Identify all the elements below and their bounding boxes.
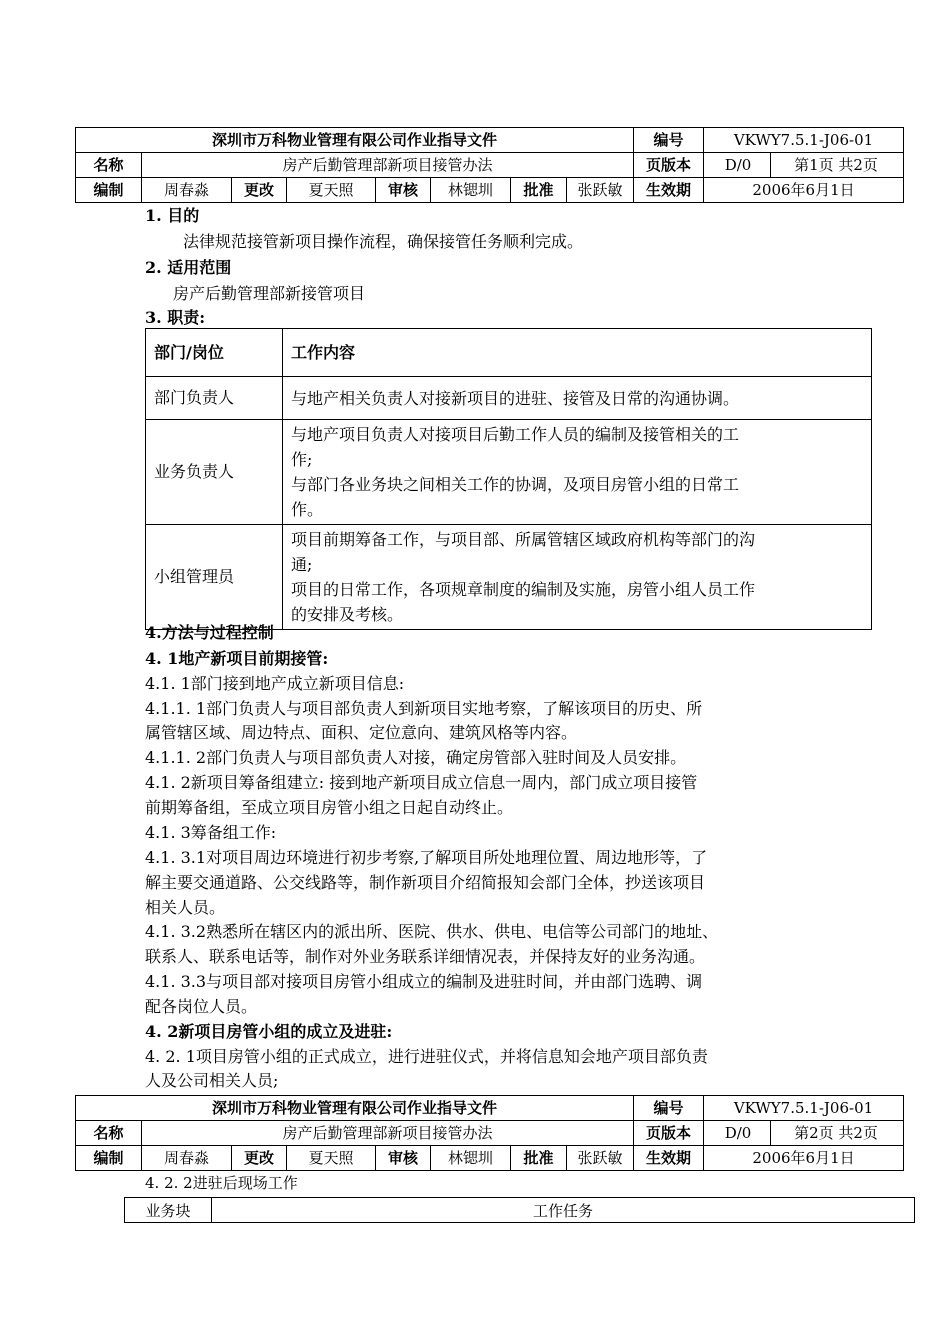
body-line: 4.1. 2新项目筹备组建立: 接到地产新项目成立信息一周内，部门成立项目接管 [145,773,698,792]
body-line: 4.1.1. 2部门负责人与项目部负责人对接，确定房管部入驻时间及人员安排。 [145,748,687,767]
version-label: 页版本 [634,153,704,178]
duty-line: 通; [291,555,313,574]
duty-row [146,420,872,525]
version-page-value [704,1121,904,1146]
code-value: VKWY7.5.1-J06-01 [704,1096,904,1121]
duty-line: 作; [291,450,313,469]
body-line: 4.1. 3.1对项目周边环境进行初步考察,了解项目所处地理位置、周边地形等，了 [145,848,708,867]
effective-label: 生效期 [634,1146,704,1171]
code-label: 编号 [634,128,704,153]
version-value: D/0 [724,155,752,174]
approver-value: 张跃敏 [567,1146,634,1171]
author-label: 编制 [76,1146,142,1171]
duty-role: 小组管理员 [146,525,283,630]
author-value: 周春淼 [142,1146,232,1171]
approver-value: 张跃敏 [567,178,634,203]
code-label: 编号 [634,1096,704,1121]
doc-header-page2 [75,1095,904,1171]
duty-header-role: 部门/岗位 [146,329,283,377]
duty-row [146,525,872,630]
body-line: 属管辖区域、周边特点、面积、定位意向、建筑风格等内容。 [145,723,578,742]
approve-label: 批准 [511,1146,567,1171]
review-label: 审核 [376,178,431,203]
section-2-title: 2. 适用范围 [145,258,232,277]
section-2-text: 房产后勤管理部新接管项目 [173,284,366,303]
changer-value: 夏天照 [287,178,376,203]
name-label: 名称 [76,1121,142,1146]
changer-value: 夏天照 [287,1146,376,1171]
body-line: 4.1. 3.3与项目部对接项目房管小组成立的编制及进驻时间，并由部门选聘、调 [145,972,703,991]
body-line: 人及公司相关人员; [145,1071,279,1090]
version-page-value [704,153,904,178]
approve-label: 批准 [511,178,567,203]
reviewer-value: 林锶圳 [431,1146,511,1171]
name-label: 名称 [76,153,142,178]
duty-role: 业务负责人 [146,420,283,525]
duty-table [145,328,872,630]
body-line: 4.1.1. 1部门负责人与项目部负责人到新项目实地考察，了解该项目的历史、所 [145,699,703,718]
doc-name: 房产后勤管理部新项目接管办法 [142,153,634,178]
duty-line: 与地产项目负责人对接项目后勤工作人员的编制及接管相关的工 [291,425,740,444]
duty-role: 部门负责人 [146,377,283,420]
version-label: 页版本 [634,1121,704,1146]
body-line: 前期筹备组，至成立项目房管小组之日起自动终止。 [145,798,514,817]
body-line: 解主要交通道路、公交线路等，制作新项目介绍简报知会部门全体，抄送该项目 [145,873,706,892]
duty-header-content: 工作内容 [283,329,872,377]
code-value: VKWY7.5.1-J06-01 [704,128,904,153]
section-4-2-title: 4. 2新项目房管小组的成立及进驻: [145,1022,393,1041]
body-line: 4.1. 3筹备组工作: [145,823,277,842]
duty-line: 项目的日常工作，各项规章制度的编制及实施，房管小组人员工作 [291,580,756,599]
change-label: 更改 [232,1146,287,1171]
duty-row [146,377,872,420]
body-line: 配各岗位人员。 [145,997,258,1016]
section-4-title: 4.方法与过程控制 [145,623,274,642]
body-line: 4.1. 3.2熟悉所在辖区内的派出所、医院、供水、供电、电信等公司部门的地址、 [145,922,719,941]
doc-name: 房产后勤管理部新项目接管办法 [142,1121,634,1146]
duty-line: 作。 [291,500,324,519]
task-header-block: 业务块 [125,1198,212,1223]
reviewer-value: 林锶圳 [431,178,511,203]
section-3-title: 3. 职责: [145,308,206,327]
duty-line: 项目前期筹备工作，与项目部、所属管辖区域政府机构等部门的沟 [291,530,756,549]
effective-date: 2006年6月1日 [704,1146,904,1171]
doc-header-page1 [75,127,904,203]
change-label: 更改 [232,178,287,203]
body-line: 4.1. 1部门接到地产成立新项目信息: [145,674,405,693]
page-number: 第1页 共2页 [794,155,878,174]
duty-line: 与地产相关负责人对接新项目的进驻、接管及日常的沟通协调。 [291,388,740,408]
effective-label: 生效期 [634,178,704,203]
body-line: 4. 2. 1项目房管小组的正式成立，进行进驻仪式，并将信息知会地产项目部负责 [145,1047,708,1066]
body-line: 联系人、联系电话等，制作对外业务联系详细情况表，并保持友好的业务沟通。 [145,947,706,966]
task-header-tasks: 工作任务 [212,1198,915,1223]
author-label: 编制 [76,178,142,203]
company-doc-title: 深圳市万科物业管理有限公司作业指导文件 [76,128,634,153]
author-value: 周春淼 [142,178,232,203]
effective-date: 2006年6月1日 [704,178,904,203]
duty-line: 与部门各业务块之间相关工作的协调，及项目房管小组的日常工 [291,475,740,494]
version-value: D/0 [724,1123,752,1142]
section-1-text: 法律规范接管新项目操作流程，确保接管任务顺利完成。 [183,232,584,251]
page-number: 第2页 共2页 [794,1123,878,1142]
company-doc-title: 深圳市万科物业管理有限公司作业指导文件 [76,1096,634,1121]
body-line: 相关人员。 [145,898,226,917]
review-label: 审核 [376,1146,431,1171]
duty-line: 的安排及考核。 [291,605,404,624]
section-1-title: 1. 目的 [145,206,200,225]
task-table [124,1197,915,1223]
section-4-1-title: 4. 1地产新项目前期接管: [145,649,329,668]
body-line: 4. 2. 2进驻后现场工作 [145,1174,298,1192]
